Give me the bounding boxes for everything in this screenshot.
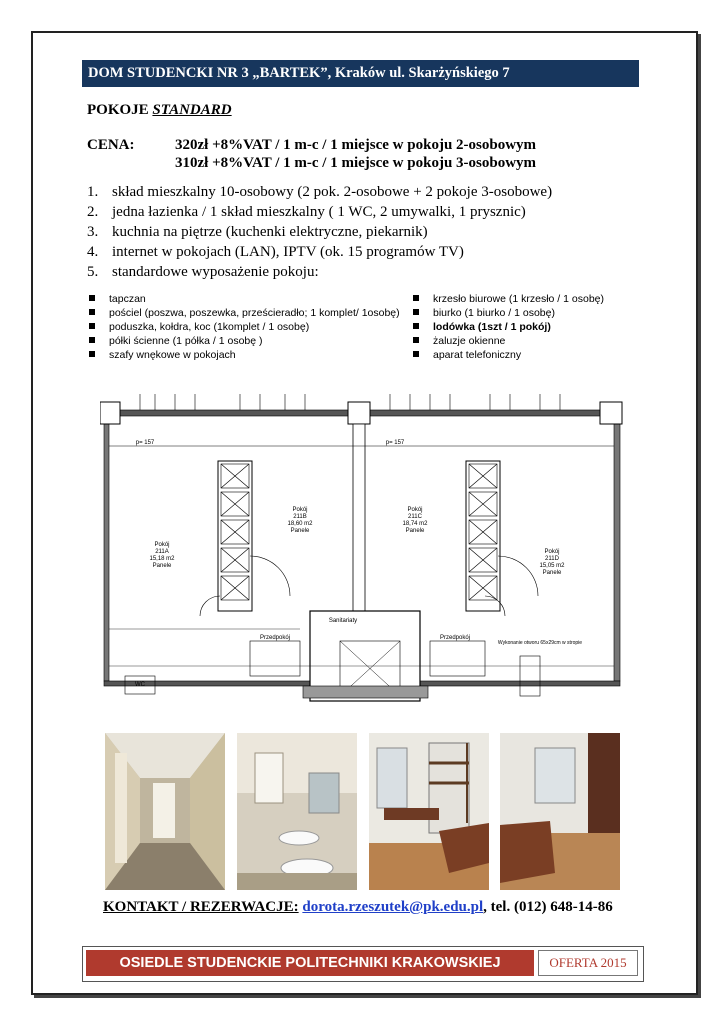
contact-email-link[interactable]: dorota.rzeszutek@pk.edu.pl [302, 899, 484, 915]
bullet-icon [413, 323, 419, 329]
bullet-icon [89, 337, 95, 343]
room-area: 18,60 m2 [287, 521, 313, 527]
opening-note: Wykonanie otworu 65x29cm w stropie [497, 640, 583, 646]
equipment-item: lodówka (1szt / 1 pokój) [413, 320, 604, 334]
room-floor: Panele [290, 528, 310, 534]
bullet-icon [89, 351, 95, 357]
room-number: 211C [408, 514, 422, 520]
room-number: 211A [155, 549, 169, 555]
feature-item: 3. kuchnia na piętrze (kuchenki elektryczne, piekarnik) [87, 224, 428, 240]
hall-label: Przedpokój [259, 635, 291, 641]
contact-line [103, 899, 613, 916]
equipment-item: aparat telefoniczny [413, 348, 604, 362]
room-type-name: STANDARD [152, 102, 232, 118]
room-floor: Panele [542, 570, 562, 576]
room-number: 211B [293, 514, 307, 520]
equipment-item: półki ścienne (1 półka / 1 osobę ) [89, 334, 400, 348]
feature-item: 1. skład mieszkalny 10-osobowy (2 pok. 2-osobowe + 2 pokoje 3-osobowe) [87, 184, 553, 200]
room-name: Pokój [407, 507, 423, 513]
feature-item: 5. standardowe wyposażenie pokoju: [87, 264, 319, 280]
equipment-list-right [413, 292, 604, 362]
feature-item: 2. jedna łazienka / 1 skład mieszkalny ( 1 WC, 2 umywalki, 1 prysznic) [87, 204, 526, 220]
bullet-icon [413, 309, 419, 315]
window-label: p= 157 [135, 440, 155, 446]
bullet-icon [413, 337, 419, 343]
price-label: CENA: [87, 137, 135, 153]
photo-room-1 [369, 733, 489, 890]
feature-list [87, 182, 552, 282]
price-line-2-person: 320zł +8%VAT / 1 m-c / 1 miejsce w pokoju 2-osobowym [175, 137, 537, 153]
page-header: DOM STUDENCKI NR 3 „BARTEK”, Kraków ul. Skarżyńskiego 7 [82, 60, 639, 87]
room-type-heading [87, 102, 232, 119]
equipment-list-left [89, 292, 400, 362]
room-type-prefix: POKOJE [87, 102, 149, 118]
bullet-icon [89, 323, 95, 329]
sanitary-label: Sanitariaty [328, 618, 358, 624]
equipment-item: poduszka, kołdra, koc (1komplet / 1 osobę) [89, 320, 400, 334]
footer-title: OSIEDLE STUDENCKIE POLITECHNIKI KRAKOWSKIEJ [86, 950, 534, 976]
floor-plan [100, 386, 625, 712]
feature-item: 4. internet w pokojach (LAN), IPTV (ok. 15 programów TV) [87, 244, 464, 260]
equipment-item: tapczan [89, 292, 400, 306]
room-name: Pokój [154, 542, 170, 548]
bullet-icon [413, 351, 419, 357]
page-footer [82, 946, 644, 982]
room-floor: Panele [152, 563, 172, 569]
room-number: 211D [545, 556, 559, 562]
photo-room-2 [500, 733, 620, 890]
equipment-item: krzesło biurowe (1 krzesło / 1 osobę) [413, 292, 604, 306]
window-label: p= 157 [385, 440, 405, 446]
photo-bathroom [237, 733, 357, 890]
room-name: Pokój [544, 549, 560, 555]
equipment-item: biurko (1 biurko / 1 osobę) [413, 306, 604, 320]
wc-label: WC [135, 682, 145, 688]
room-area: 18,74 m2 [402, 521, 428, 527]
price-line-3-person: 310zł +8%VAT / 1 m-c / 1 miejsce w pokoju 3-osobowym [175, 155, 537, 171]
equipment-item: szafy wnękowe w pokojach [89, 348, 400, 362]
contact-phone: , tel. (012) 648-14-86 [483, 899, 613, 915]
equipment-item: żaluzje okienne [413, 334, 604, 348]
offer-year: OFERTA 2015 [538, 950, 638, 976]
bullet-icon [89, 295, 95, 301]
bullet-icon [413, 295, 419, 301]
bullet-icon [89, 309, 95, 315]
room-name: Pokój [292, 507, 308, 513]
photo-corridor [105, 733, 225, 890]
hall-label: Przedpokój [439, 635, 471, 641]
room-area: 15,05 m2 [539, 563, 565, 569]
room-floor: Panele [405, 528, 425, 534]
contact-label: KONTAKT / REZERWACJE: [103, 899, 299, 915]
equipment-item: pościel (poszwa, poszewka, prześcieradło; 1 komplet/ 1osobę) [89, 306, 400, 320]
room-area: 15,18 m2 [149, 556, 175, 562]
